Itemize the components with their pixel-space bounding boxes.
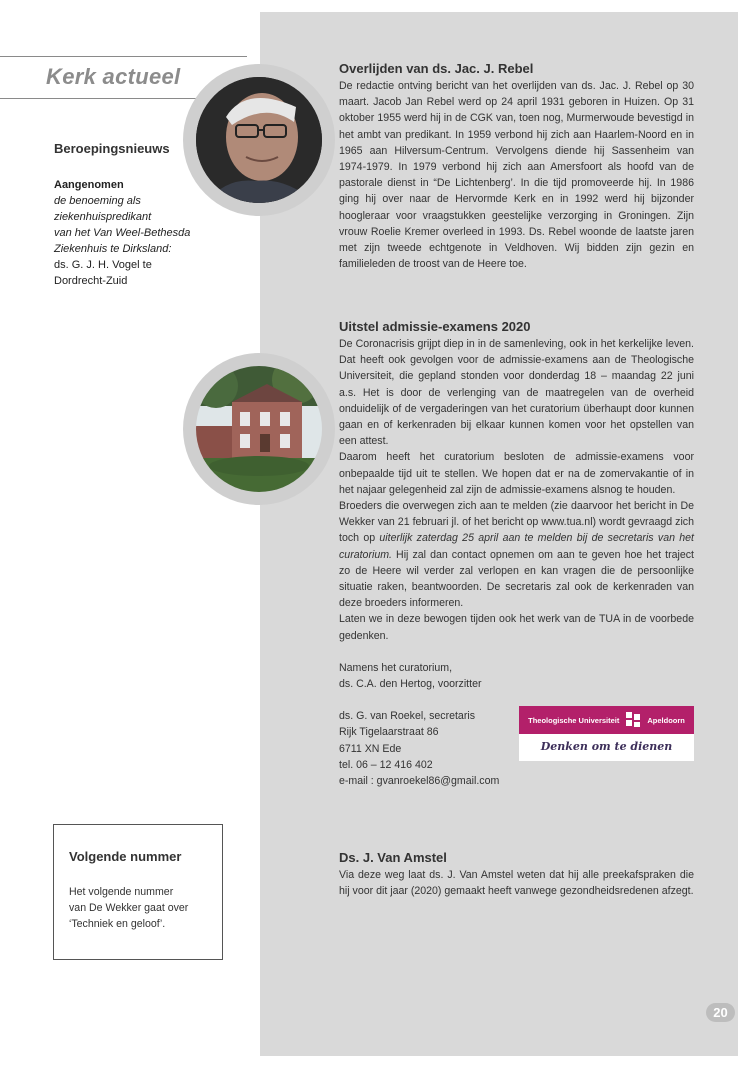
paragraph-text: Broeders die overwegen zich aan te melden (zie daarvoor het bericht in De Wekker van 21 februari jl. of het bericht op www.tua.nl) wordt gevraagd zich toch op [339,500,694,545]
article-title: Overlijden van ds. Jac. J. Rebel [339,61,534,76]
tua-logo [519,706,694,761]
sidebar-line: Ziekenhuis te Dirksland: [54,243,172,255]
sidebar-beroepingsnieuws [54,141,214,289]
volgende-nummer-box [53,824,223,960]
portrait-photo [196,77,322,203]
sidebar-heading: Beroepingsnieuws [54,141,170,156]
box-line: Het volgende nummer [69,886,174,898]
header-rule-top [0,56,247,57]
sidebar-line: de benoeming als [54,195,141,207]
university-building-photo [196,366,322,492]
paragraph-text: Hij zal dan contact opnemen om aan te geven hoe het traject zo de Heere wil verder zal verlopen en kan vragen die de persoonlijke situatie raken, beantwoorden. De secretaris zal ook de kerkenraden van deze broeders informeren. [339,548,694,610]
signature-line: Namens het curatorium, [339,661,453,674]
sidebar-line: ziekenhuispredikant [54,211,152,223]
article-paragraph [339,498,694,611]
article-title: Uitstel admissie-examens 2020 [339,319,531,334]
tua-emblem-icon [624,710,642,730]
article-body: Via deze weg laat ds. J. Van Amstel weten dat hij alle preekafspraken die hij voor dit jaar (2020) gemaakt heeft vanwege gezondheidsredenen afzegt. [339,869,694,898]
box-line: van De Wekker gaat over [69,902,189,914]
contact-line: 6711 XN Ede [339,742,402,755]
tua-logo-tagline: Denken om te dienen [540,740,673,753]
tua-logo-right-text: Apeldoorn [647,715,685,725]
signature-line: ds. C.A. den Hertog, voorzitter [339,678,482,691]
contact-line: ds. G. van Roekel, secretaris [339,710,476,723]
sidebar-line: ds. G. J. H. Vogel te [54,259,152,271]
box-title: Volgende nummer [69,849,182,864]
article-paragraph: Laten we in deze bewogen tijden ook het werk van de TUA in de voorbede gedenken. [339,613,694,642]
contact-line: tel. 06 – 12 416 402 [339,758,433,771]
box-line: ‘Techniek en geloof’. [69,918,166,930]
contact-line: Rijk Tigelaarstraat 86 [339,726,439,739]
article-van-amstel [339,850,694,899]
contact-email[interactable]: e-mail : gvanroekel86@gmail.com [339,775,500,788]
box-text [69,884,222,932]
tua-logo-left-text: Theologische Universiteit [528,715,620,725]
article-title: Ds. J. Van Amstel [339,850,447,865]
sidebar-subheading: Aangenomen [54,179,124,191]
tua-logo-banner [519,706,694,734]
article-paragraph: Daarom heeft het curatorium besloten de admissie-examens voor onbepaalde tijd uit te stellen. We hopen dat er na de zomervakantie of in het najaar gelegenheid zal zijn de admissie-examens alsnog te houden. [339,451,694,496]
sidebar-line: Dordrecht-Zuid [54,275,128,287]
section-title: Kerk actueel [46,64,181,89]
sidebar-line: van het Van Weel-Bethesda [54,227,191,239]
article-overlijden [339,61,694,272]
article-body: De redactie ontving bericht van het overlijden van ds. Jac. J. Rebel op 30 maart. Jacob Jan Rebel werd op 24 april 1931 geboren in Huizen. Op 31 oktober 1955 werd hij in de CGK van, toen nog, Murmerwoude bevestigd in het ambt van predikant. In 1959 verbond hij zich aan Haarlem-Noord en in 1965 aan Hilversum-Centrum. Vervolgens diende hij Sassenheim van 1974-1979. In 1979 verbond hij zich aan Amersfoort als hoofd van de pastorale dienst in “De Lichtenberg’. In die tijd promoveerde hij. In 1986 ging hij over naar de Hervormde Kerk en in 1992 werd hij bijzonder hoogleraar voor vraagstukken geestelijke verzorging in Groningen. Zijn vrouw Roelie Kremer overleed in 1993. Ds. Rebel woonde de laatste jaren met zijn tweede echtgenote in Veldhoven. Wij bidden zijn gezin en familieleden de troost van de Heere toe. [339,80,694,271]
page-number: 20 [706,1003,735,1022]
paragraph-emphasis: uiterlijk zaterdag 25 april aan te melden bij de secretaris van het curatorium. [339,532,695,561]
article-paragraph: De Coronacrisis grijpt diep in in de samenleving, ook in het kerkelijke leven. Dat heeft ook gevolgen voor de admissie-examens aan de Theologische Universiteit, die gepland stonden voor donderdag 18 – maandag 22 juni a.s. Het is door de verlenging van de maatregelen van de overheid onduidelijk of de vergaderingen van het curatorium überhaupt door kunnen gaan en of kerkenraden bij elkaar kunnen komen voor het opstellen van een attest. [339,338,694,448]
